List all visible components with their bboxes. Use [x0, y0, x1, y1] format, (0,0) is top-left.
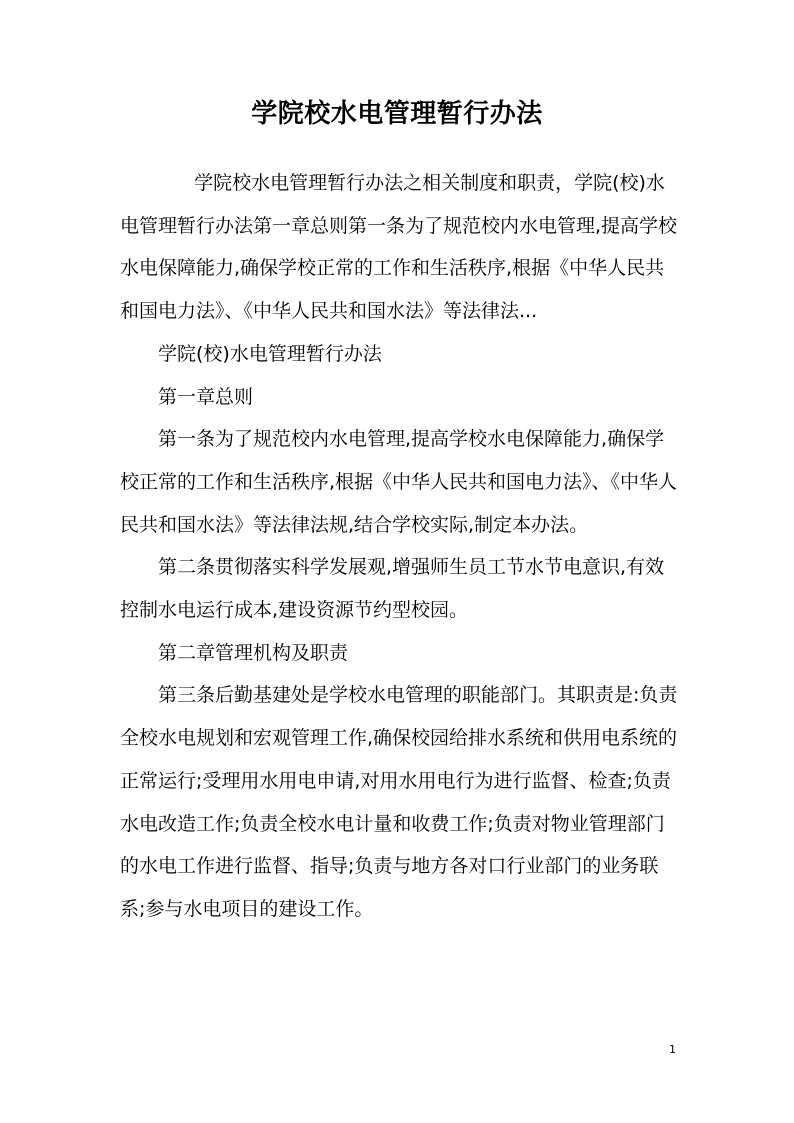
chapter-heading-2: 第二章管理机构及职责 — [158, 641, 349, 664]
article-1: 第一条为了规范校内水电管理,提高学校水电保障能力,确保学校正常的工作和生活秩序,根据《中华人民共和国电力法》、《中华人民共和国水法》等法律法规,结合学校实际,制定本办法。 — [120, 428, 678, 536]
chapter-heading-1: 第一章总则 — [158, 385, 254, 408]
paragraph-subtitle: 学院(校)水电管理暂行办法 — [158, 342, 382, 365]
document-body — [120, 162, 680, 931]
document-title: 学院校水电管理暂行办法 — [251, 99, 543, 129]
article-2: 第二条贯彻落实科学发展观,增强师生员工节水节电意识,有效控制水电运行成本,建设资源节约型校园。 — [120, 556, 665, 622]
article-3: 第三条后勤基建处是学校水电管理的职能部门。其职责是:负责全校水电规划和宏观管理工作,确保校园给排水系统和供用电系统的正常运行;受理用水用电申请,对用水用电行为进行监督、检查;负责水电改造工作;负责全校水电计量和收费工作;负责对物业管理部门的水电工作进行监督、指导;负责与地方各对口行业部门的业务联系;参与水电项目的建设工作。 — [120, 684, 678, 920]
paragraph-intro: 学院校水电管理暂行办法之相关制度和职责，学院(校)水电管理暂行办法第一章总则第一条为了规范校内水电管理,提高学校水电保障能力,确保学校正常的工作和生活秩序,根据《中华人民共和国电力法》、《中华人民共和国水法》等法律法... — [120, 172, 678, 323]
page-number: 1 — [669, 1043, 676, 1056]
